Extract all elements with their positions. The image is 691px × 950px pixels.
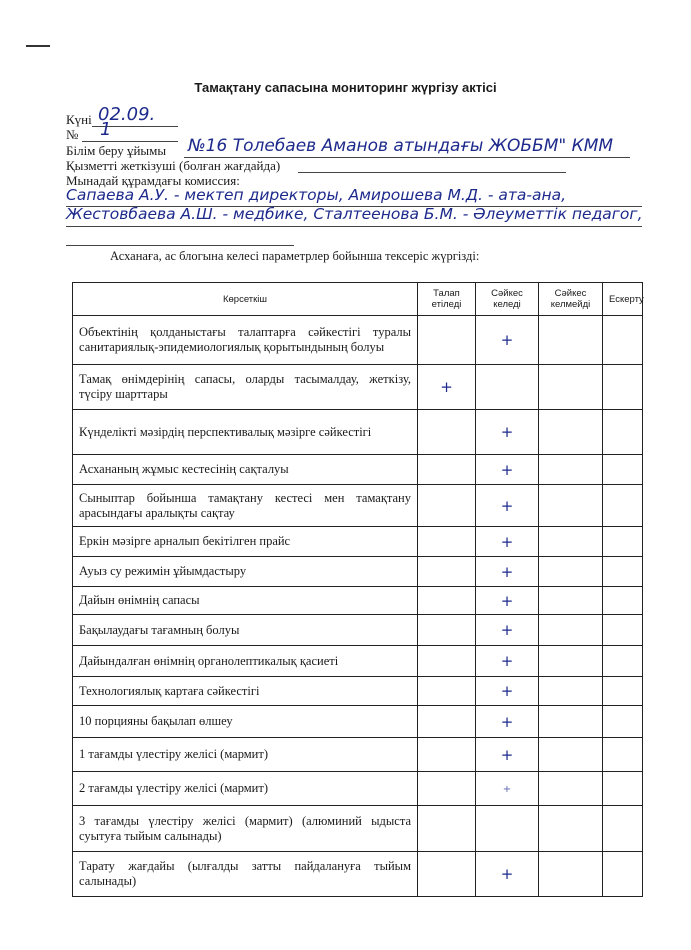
table-row [73, 316, 643, 365]
conforms-cell [476, 527, 539, 557]
table-row [73, 410, 643, 455]
note-cell [603, 772, 643, 806]
nonconforms-cell [539, 316, 603, 365]
header-required: Талап етіледі [418, 283, 476, 316]
required-cell [418, 455, 476, 485]
nonconforms-cell [539, 557, 603, 587]
nonconforms-cell [539, 646, 603, 677]
table-row [73, 557, 643, 587]
conforms-cell [476, 316, 539, 365]
conforms-mark: + [500, 562, 514, 581]
school-value: №16 Толебаев Аманов атындағы ЖОББМ" КММ [188, 136, 614, 156]
table-row [73, 738, 643, 772]
required-cell [418, 485, 476, 527]
nonconforms-cell [539, 852, 603, 897]
nonconforms-cell [539, 410, 603, 455]
table-row [73, 646, 643, 677]
required-cell [418, 738, 476, 772]
note-cell [603, 806, 643, 852]
table-row [73, 706, 643, 738]
conforms-mark: + [500, 745, 514, 764]
indicator-cell: Бақылаудағы тағамның болуы [73, 615, 418, 646]
conforms-cell [476, 485, 539, 527]
conforms-mark: + [500, 331, 514, 349]
required-cell [418, 365, 476, 410]
indicator-cell: Дайындалған өнімнің органолептикалық қасиеті [73, 646, 418, 677]
required-cell [418, 410, 476, 455]
monitoring-table [72, 282, 643, 897]
note-cell [603, 410, 643, 455]
indicator-cell: Ауыз су режимін ұйымдастыру [73, 557, 418, 587]
conforms-cell [476, 706, 539, 738]
intro-text: Асханаға, ас блогына келесі параметрлер бойынша тексеріс жүргізді: [110, 249, 480, 263]
table-row [73, 365, 643, 410]
nonconforms-cell [539, 806, 603, 852]
required-cell [418, 646, 476, 677]
conforms-mark: + [500, 682, 514, 700]
conforms-cell [476, 646, 539, 677]
commission-underline-2 [66, 226, 642, 227]
conforms-cell [476, 806, 539, 852]
conforms-cell [476, 738, 539, 772]
indicator-cell: Сыныптар бойынша тамақтану кестесі мен тамақтану арасындағы аралықты сақтау [73, 485, 418, 527]
indicator-cell: 1 тағамды үлестіру желісі (мармит) [73, 738, 418, 772]
corner-mark [26, 45, 50, 47]
document-title: Тамақтану сапасына мониторинг жүргізу актісі [194, 80, 497, 95]
conforms-mark: + [500, 591, 514, 610]
conforms-cell [476, 410, 539, 455]
indicator-cell: Технологиялық картаға сәйкестігі [73, 677, 418, 706]
commission-line-1: Сапаева А.У. - мектеп директоры, Амирошева М.Д. - ата-ана, [66, 186, 567, 204]
nonconforms-cell [539, 738, 603, 772]
header-note: Ескерту [603, 283, 643, 316]
table-row [73, 527, 643, 557]
conforms-cell [476, 455, 539, 485]
required-cell [418, 806, 476, 852]
required-cell [418, 587, 476, 615]
note-cell [603, 557, 643, 587]
conforms-cell [476, 557, 539, 587]
note-cell [603, 706, 643, 738]
nonconforms-cell [539, 365, 603, 410]
conforms-cell [476, 365, 539, 410]
header-nonconforms: Сәйкес келмейді [539, 283, 603, 316]
conforms-mark: + [500, 496, 514, 515]
required-cell [418, 615, 476, 646]
indicator-cell: Асхананың жұмыс кестесінің сақталуы [73, 455, 418, 485]
conforms-mark: + [500, 865, 514, 883]
required-cell [418, 527, 476, 557]
table-row [73, 455, 643, 485]
nonconforms-cell [539, 527, 603, 557]
table-row [73, 852, 643, 897]
note-cell [603, 485, 643, 527]
nonconforms-cell [539, 485, 603, 527]
header-conforms: Сәйкес келеді [476, 283, 539, 316]
conforms-cell [476, 852, 539, 897]
indicator-cell: Дайын өнімнің сапасы [73, 587, 418, 615]
indicator-cell: 2 тағамды үлестіру желісі (мармит) [73, 772, 418, 806]
indicator-cell: Тамақ өнімдерінің сапасы, оларды тасымалдау, жеткізу, түсіру шарттары [73, 365, 418, 410]
date-label: Күні [66, 112, 92, 127]
indicator-cell: Күнделікті мәзірдің перспективалық мәзірге сәйкестігі [73, 410, 418, 455]
required-cell [418, 557, 476, 587]
school-label: Білім беру ұйымы [66, 143, 167, 158]
conforms-cell [476, 677, 539, 706]
nonconforms-cell [539, 772, 603, 806]
required-cell [418, 677, 476, 706]
conforms-mark: + [500, 652, 514, 670]
number-underline [82, 141, 178, 142]
header-indicator: Көрсеткіш [73, 283, 418, 316]
nonconforms-cell [539, 615, 603, 646]
table-row [73, 587, 643, 615]
table-header-row [73, 283, 643, 316]
conforms-cell [476, 587, 539, 615]
conforms-mark: + [502, 784, 512, 795]
indicator-cell: Объектінің қолданыстағы талаптарға сәйкестігі туралы санитариялық-эпидемиологиялық қорытындының болуы [73, 316, 418, 365]
table-row [73, 806, 643, 852]
table-row [73, 677, 643, 706]
note-cell [603, 587, 643, 615]
table-row [73, 772, 643, 806]
note-cell [603, 677, 643, 706]
commission-underline-3 [66, 245, 294, 246]
conforms-mark: + [500, 423, 514, 441]
note-cell [603, 527, 643, 557]
conforms-mark: + [500, 621, 514, 639]
required-cell [418, 772, 476, 806]
note-cell [603, 365, 643, 410]
nonconforms-cell [539, 455, 603, 485]
nonconforms-cell [539, 587, 603, 615]
indicator-cell: Тарату жағдайы (ылғалды затты пайдалануға тыйым салынады) [73, 852, 418, 897]
indicator-cell: Еркін мәзірге арналып бекітілген прайс [73, 527, 418, 557]
date-value: 02.09. [98, 104, 156, 125]
required-cell [418, 852, 476, 897]
provider-underline [298, 172, 566, 173]
note-cell [603, 615, 643, 646]
conforms-cell [476, 772, 539, 806]
table-row [73, 485, 643, 527]
conforms-mark: + [500, 532, 514, 551]
conforms-mark: + [500, 712, 514, 731]
note-cell [603, 738, 643, 772]
number-label: № [66, 127, 79, 142]
note-cell [603, 852, 643, 897]
provider-label: Қызметті жеткізуші (болған жағдайда) [66, 158, 281, 173]
commission-label: Мынадай құрамдағы комиссия: [66, 173, 240, 188]
number-value: 1 [100, 119, 112, 140]
nonconforms-cell [539, 677, 603, 706]
nonconforms-cell [539, 706, 603, 738]
table-row [73, 615, 643, 646]
required-mark: + [440, 378, 453, 396]
note-cell [603, 316, 643, 365]
conforms-mark: + [500, 460, 514, 479]
conforms-cell [476, 615, 539, 646]
commission-line-2: Жестовбаева А.Ш. - медбике, Сталтеенова Б.М. - Әлеуметтік педагог, [66, 205, 643, 223]
required-cell [418, 316, 476, 365]
indicator-cell: 3 тағамды үлестіру желісі (мармит) (алюминий ыдыста суытуға тыйым салынады) [73, 806, 418, 852]
indicator-cell: 10 порцияны бақылап өлшеу [73, 706, 418, 738]
note-cell [603, 646, 643, 677]
note-cell [603, 455, 643, 485]
required-cell [418, 706, 476, 738]
